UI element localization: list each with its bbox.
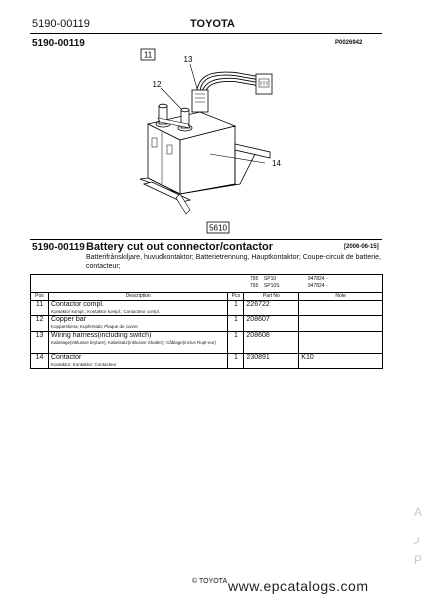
row-name: Copper bar [50,316,86,323]
table-row [31,316,383,332]
callout-13: 13 [183,55,193,64]
serial-type-1: SP10 [263,276,277,282]
row-pcs: 1 [228,316,244,332]
edge-glyph-2: ر [414,530,420,544]
table-row [31,332,383,354]
callout-5610: 5610 [209,223,227,233]
part-title: Battery cut out connector/contactor [86,241,274,253]
parts-table [30,274,383,369]
serial-model-1: 795 [249,276,259,282]
serial-row [31,275,383,293]
table-row [31,354,383,369]
callout-14: 14 [272,159,281,168]
row-name: Wiring harness(including switch) [50,332,152,339]
callout-11: 11 [143,50,153,60]
serial-range-1: 947824 - [307,276,328,282]
edge-glyph-1: A [414,505,422,519]
footer-copyright: © TOYOTA [192,578,228,585]
row-note [299,332,383,354]
serial-range-2: 947824 - [307,283,328,289]
header-doc-code: 5190-00119 [32,18,90,30]
row-pcs: 1 [228,332,244,354]
col-header-partno: Part No [244,293,299,301]
illustration-number: P0026942 [335,40,363,46]
serial-model-2: 795 [249,283,259,289]
section-rule [30,239,382,240]
row-partno: 230891 [244,354,299,369]
row-note [299,301,383,316]
header-rule [30,33,382,34]
serial-type-2: SP10S [263,283,280,289]
table-row [31,301,383,316]
part-date: [2006-06-15] [344,244,379,250]
col-header-pcs: Pcs [228,293,244,301]
row-pos: 13 [31,332,49,354]
part-description: Batterifrånskiljare, huvudkontaktor; Batterietrennung, Hauptkontaktor; Coupe-circuit de batterie, contacteur; [86,254,381,270]
row-partno: 208607 [244,316,299,332]
row-pos: 12 [31,316,49,332]
row-partno: 208608 [244,332,299,354]
watermark-url: www.epcatalogs.com [228,578,369,594]
row-partno: 226722 [244,301,299,316]
callout-12: 12 [152,80,162,89]
row-name: Contactor [50,354,82,361]
row-translation: Kontaktor; Kontaktor; Contacteur [50,362,117,367]
header-brand: TOYOTA [190,18,235,30]
row-pos: 14 [31,354,49,369]
header-row [31,293,383,301]
row-translation: Kopparskena; Kupferstab; Plaque de cuivre [50,324,138,329]
edge-glyph-3: P [414,553,422,567]
row-note: K10 [299,354,383,369]
contactor-drawing [30,44,360,239]
row-translation: Kontaktor kompl.; Kontaktor kompl.; Contacteur compl. [50,309,161,314]
col-header-pos: Pos [31,293,49,301]
row-pos: 11 [31,301,49,316]
col-header-note: Note [299,293,383,301]
col-header-description: Description [48,293,227,301]
row-pcs: 1 [228,354,244,369]
row-translation: Kabelage(inklusive brytare); Kabelsatz(inklusive Shalter); Câblage(inclus Rupt-eur) [50,340,217,345]
row-pcs: 1 [228,301,244,316]
part-code: 5190-00119 [32,242,85,253]
row-note [299,316,383,332]
section-code: 5190-00119 [32,38,85,49]
row-name: Contactor compl. [50,301,104,308]
